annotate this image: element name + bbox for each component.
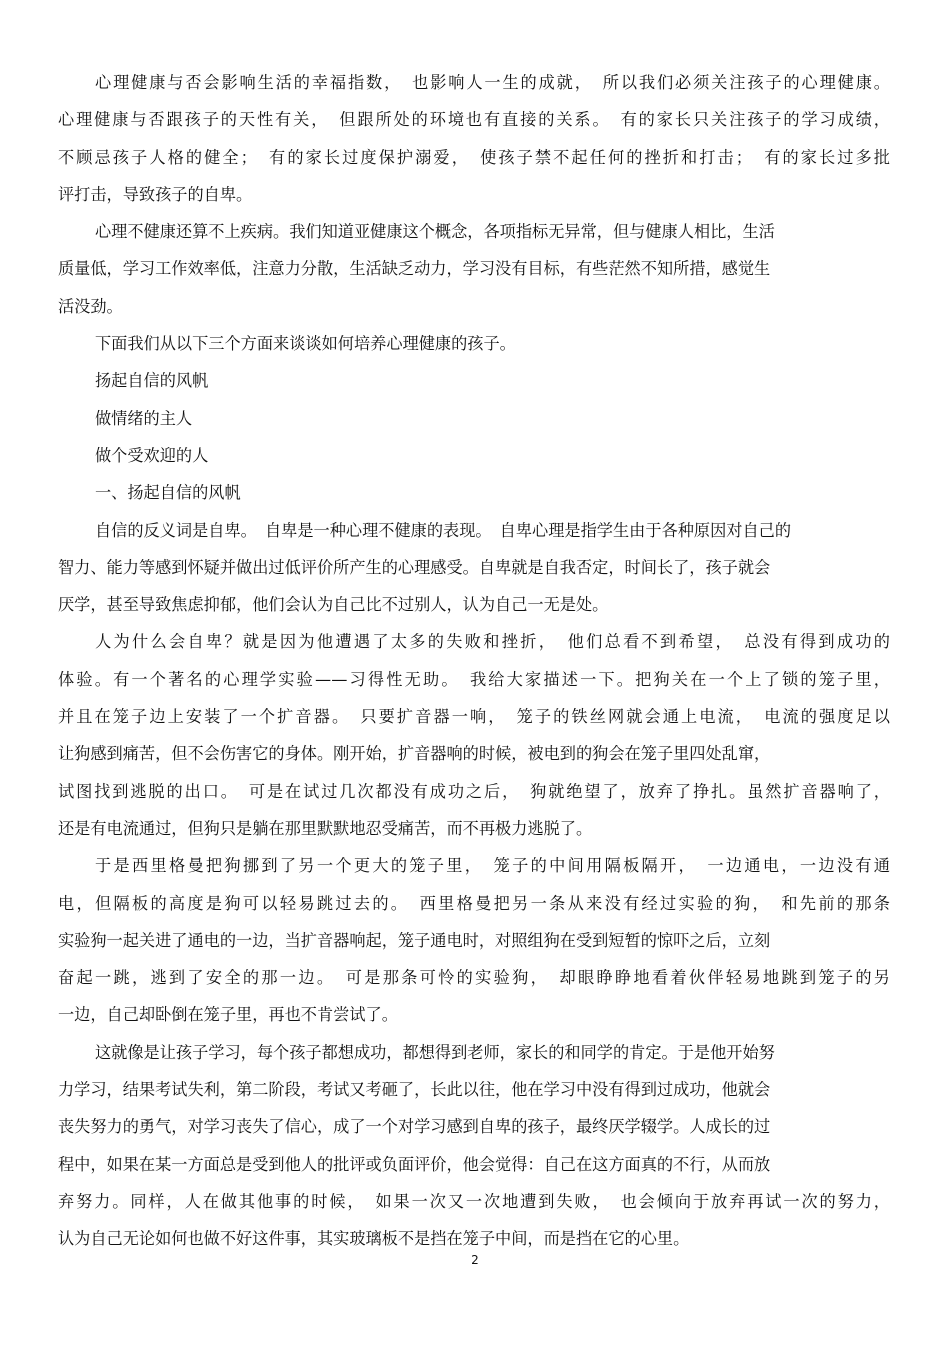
paragraph — [58, 847, 890, 1033]
outline-item — [58, 400, 890, 437]
paragraph — [58, 325, 890, 362]
outline-item — [58, 362, 890, 399]
section-heading — [58, 474, 890, 511]
text-line: 心理健康与否跟孩子的天性有关， 但跟所处的环境也有直接的关系。 有的家长只关注孩子的学习成绩， — [58, 110, 890, 130]
text-line: 程中，如果在某一方面总是受到他人的批评或负面评价，他会觉得：自己在这方面真的不行，从而放 — [58, 1154, 771, 1174]
text-line: 心理健康与否会影响生活的幸福指数， 也影响人一生的成就， 所以我们必须关注孩子的心理健康。 — [95, 73, 890, 92]
text-line: 一边，自己却卧倒在笼子里，再也不肯尝试了。 — [58, 1005, 398, 1025]
paragraph — [58, 213, 890, 325]
text-line: 智力、能力等感到怀疑并做出过低评价所产生的心理感受。自卑就是自我否定，时间长了，孩子就会 — [58, 557, 771, 577]
text-line: 质量低，学习工作效率低，注意力分散，生活缺乏动力，学习没有目标，有些茫然不知所措，感觉生 — [58, 259, 771, 279]
text-line: 活没劲。 — [58, 296, 123, 316]
text-line: 于是西里格曼把狗挪到了另一个更大的笼子里， 笼子的中间用隔板隔开， 一边通电，一边没有通 — [95, 856, 890, 876]
text-line: 心理不健康还算不上疾病。我们知道亚健康这个概念，各项指标无异常，但与健康人相比，生活 — [95, 222, 775, 242]
text-line: 扬起自信的风帆 — [95, 371, 209, 391]
paragraph — [58, 1034, 890, 1258]
text-line: 做个受欢迎的人 — [95, 445, 209, 465]
text-line: 试图找到逃脱的出口。 可是在试过几次都没有成功之后， 狗就绝望了，放弃了挣扎。虽然扩音器响了， — [58, 781, 890, 801]
text-line: 让狗感到痛苦，但不会伤害它的身体。刚开始，扩音器响的时候，被电到的狗会在笼子里四处乱窜， — [58, 744, 771, 764]
document-body — [58, 64, 890, 1258]
text-line: 人为什么会自卑？就是因为他遭遇了太多的失败和挫折， 他们总看不到希望， 总没有得到成功的 — [95, 632, 890, 652]
paragraph — [58, 64, 890, 213]
text-line: 下面我们从以下三个方面来谈谈如何培养心理健康的孩子。 — [95, 334, 516, 354]
text-line: 厌学，甚至导致焦虑抑郁，他们会认为自己比不过别人，认为自己一无是处。 — [58, 595, 609, 615]
text-line: 还是有电流通过，但狗只是躺在那里默默地忍受痛苦，而不再极力逃脱了。 — [58, 818, 593, 838]
text-line: 评打击，导致孩子的自卑。 — [58, 184, 253, 204]
text-line: 这就像是让孩子学习，每个孩子都想成功，都想得到老师，家长的和同学的肯定。于是他开始努 — [95, 1042, 775, 1062]
text-line: 自信的反义词是自卑。 自卑是一种心理不健康的表现。 自卑心理是指学生由于各种原因对自己的 — [95, 520, 792, 540]
text-line: 力学习，结果考试失利，第二阶段，考试又考砸了，长此以往，他在学习中没有得到过成功，他就会 — [58, 1080, 771, 1100]
text-line: 一、扬起自信的风帆 — [95, 483, 241, 503]
text-line: 认为自己无论如何也做不好这件事，其实玻璃板不是挡在笼子中间，而是挡在它的心里。 — [58, 1229, 690, 1249]
paragraph — [58, 623, 890, 847]
text-line: 奋起一跳，逃到了安全的那一边。 可是那条可怜的实验狗， 却眼睁睁地看着伙伴轻易地跳到笼子的另 — [58, 968, 890, 988]
paragraph — [58, 512, 890, 624]
text-line: 体验。有一个著名的心理学实验——习得性无助。 我给大家描述一下。把狗关在一个上了锁的笼子里， — [58, 669, 890, 689]
text-line: 丧失努力的勇气，对学习丧失了信心，成了一个对学习感到自卑的孩子，最终厌学辍学。人成长的过 — [58, 1117, 771, 1137]
outline-item — [58, 437, 890, 474]
text-line: 并且在笼子边上安装了一个扩音器。 只要扩音器一响， 笼子的铁丝网就会通上电流， 电流的强度足以 — [58, 707, 890, 727]
page-number: 2 — [471, 1253, 479, 1267]
text-line: 做情绪的主人 — [95, 408, 193, 428]
text-line: 弃努力。同样，人在做其他事的时候， 如果一次又一次地遭到失败， 也会倾向于放弃再试一次的努力， — [58, 1191, 890, 1211]
text-line: 电，但隔板的高度是狗可以轻易跳过去的。 西里格曼把另一条从来没有经过实验的狗， 和先前的那条 — [58, 893, 890, 913]
text-line: 不顾忌孩子人格的健全； 有的家长过度保护溺爱， 使孩子禁不起任何的挫折和打击； 有的家长过多批 — [58, 147, 890, 167]
text-line: 实验狗一起关进了通电的一边，当扩音器响起，笼子通电时，对照组狗在受到短暂的惊吓之后，立刻 — [58, 930, 771, 950]
